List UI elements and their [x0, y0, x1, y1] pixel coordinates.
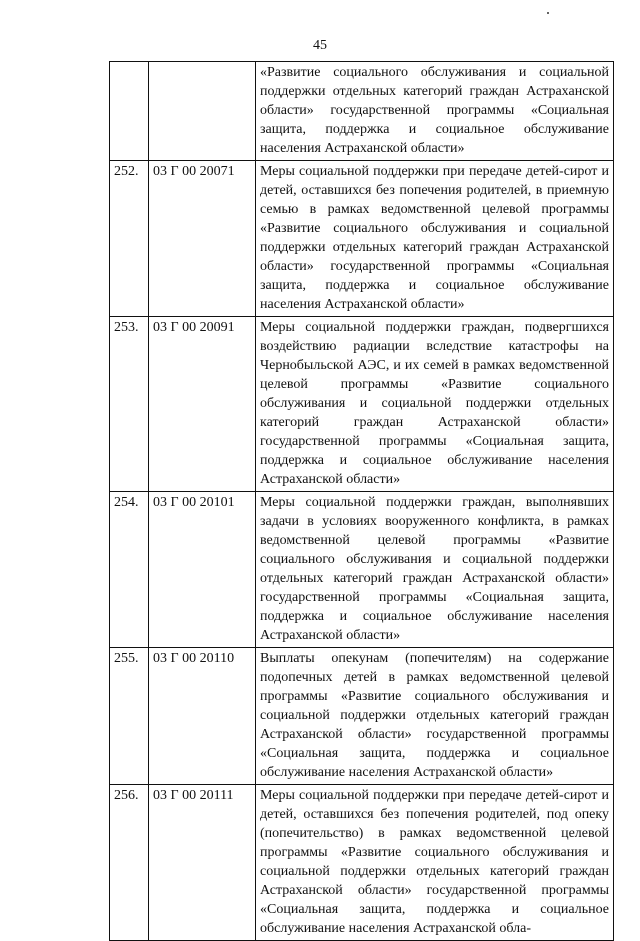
expense-description: Меры социальной поддержки при передаче детей-сирот и детей, оставшихся без попечения родителей, в приемную семью в рамках ведомственной целевой программы «Развитие социального обслуживания и социальной поддержки отдельных категорий граждан Астраханской области» государственной программы «Социальная защита, поддержка и социальное обслуживание населения Астраханской области» [256, 161, 614, 317]
target-article-code: 03 Г 00 20091 [149, 317, 256, 492]
expense-description: «Развитие социального обслуживания и социальной поддержки отдельных категорий граждан Астраханской области» государственной программы «Социальная защита, поддержка и социальное обслуживание населения Астраханской области» [256, 62, 614, 161]
expense-description: Выплаты опекунам (попечителям) на содержание подопечных детей в рамках ведомственной целевой программы «Развитие социального обслуживания и социальной поддержки отдельных категорий граждан Астраханской области» государственной программы «Социальная защита, поддержка и социальное обслуживание населения Астраханской области» [256, 648, 614, 785]
row-number: 252. [110, 161, 149, 317]
row-number: 256. [110, 785, 149, 941]
page-number: 45 [313, 38, 327, 53]
target-article-code: 03 Г 00 20110 [149, 648, 256, 785]
table-row [110, 648, 614, 785]
table-row [110, 62, 614, 161]
scan-speck [547, 12, 549, 14]
budget-classification-table [109, 61, 614, 941]
table-row [110, 161, 614, 317]
target-article-code: 03 Г 00 20071 [149, 161, 256, 317]
table-row [110, 785, 614, 941]
expense-description: Меры социальной поддержки при передаче детей-сирот и детей, оставшихся без попечения родителей, под опеку (попечительство) в рамках ведомственной целевой программы «Развитие социального обслуживания и социальной поддержки отдельных категорий граждан Астраханской области» государственной программы «Социальная защита, поддержка и социальное обслуживание населения Астраханской обла- [256, 785, 614, 941]
expense-description: Меры социальной поддержки граждан, выполнявших задачи в условиях вооруженного конфликта, в рамках ведомственной целевой программы «Развитие социального обслуживания и социальной поддержки отдельных категорий граждан Астраханской области» государственной программы «Социальная защита, поддержка и социальное обслуживание населения Астраханской области» [256, 492, 614, 648]
row-number [110, 62, 149, 161]
target-article-code: 03 Г 00 20111 [149, 785, 256, 941]
row-number: 255. [110, 648, 149, 785]
row-number: 254. [110, 492, 149, 648]
expense-description: Меры социальной поддержки граждан, подвергшихся воздействию радиации вследствие катастрофы на Чернобыльской АЭС, и их семей в рамках ведомственной целевой программы «Развитие социального обслуживания и социальной поддержки отдельных категорий граждан Астраханской области» государственной программы «Социальная защита, поддержка и социальное обслуживание населения Астраханской области» [256, 317, 614, 492]
target-article-code: 03 Г 00 20101 [149, 492, 256, 648]
table-row [110, 492, 614, 648]
row-number: 253. [110, 317, 149, 492]
target-article-code [149, 62, 256, 161]
table-row [110, 317, 614, 492]
